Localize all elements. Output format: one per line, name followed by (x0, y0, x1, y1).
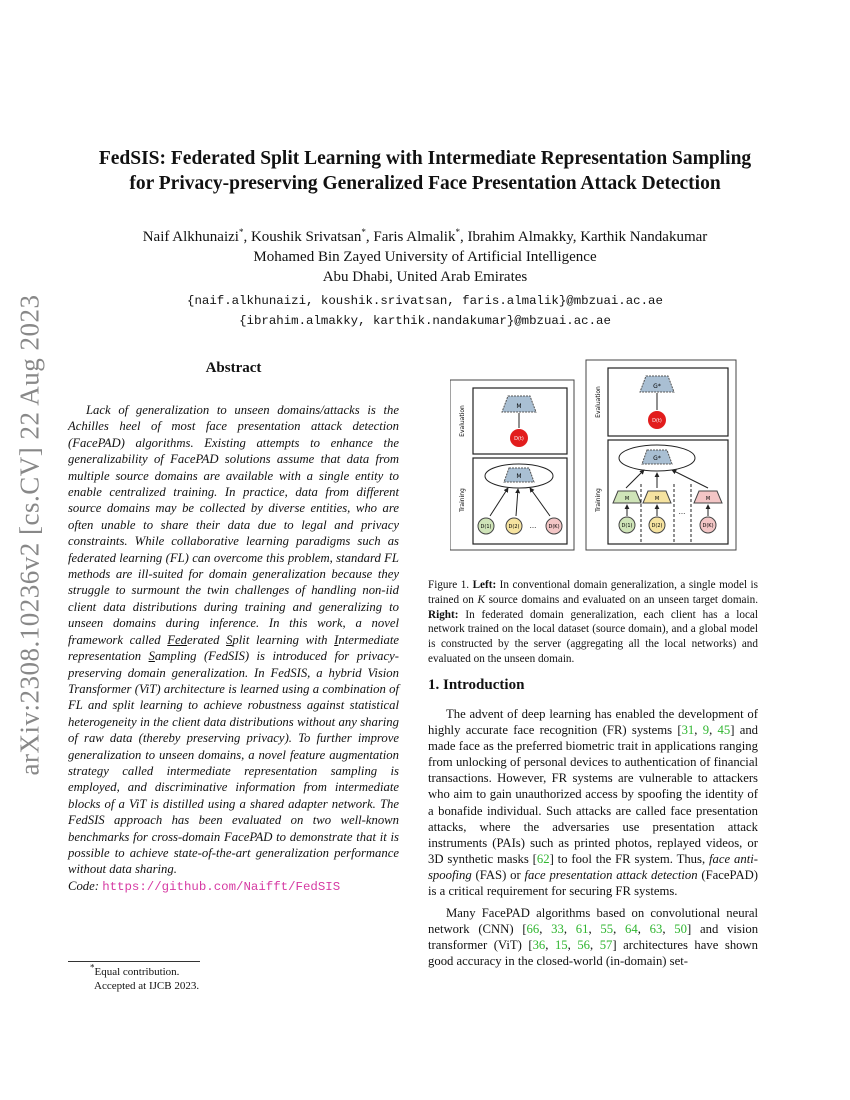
citation-link[interactable]: 63 (649, 922, 663, 937)
section-heading-introduction: 1. Introduction (428, 677, 525, 693)
footnote-rule (68, 961, 200, 962)
sep: , (567, 938, 578, 953)
citation-link[interactable]: 57 (599, 938, 613, 953)
intro-term: face anti-spoofing (428, 851, 758, 882)
footnote-2: Accepted at IJCB 2023. (94, 980, 200, 992)
author-2: Koushik Srivatsan (250, 229, 362, 245)
author-names (60, 227, 790, 247)
paper-title (60, 146, 790, 196)
author-block (60, 227, 790, 331)
m-label: M (516, 403, 522, 410)
arrow (530, 488, 550, 516)
right-eval-label: Evaluation (595, 386, 602, 418)
citation-link[interactable]: 66 (526, 922, 540, 937)
intro-paragraph-2 (428, 905, 758, 969)
title-line-2: for Privacy-preserving Generalized Face Presentation Attack Detection (129, 173, 721, 194)
code-link[interactable]: https://github.com/Naifft/FedSIS (102, 879, 341, 894)
author-3: Faris Almalik (373, 229, 456, 245)
caption-left: Left: (472, 579, 497, 591)
acronym-s2: S (148, 649, 155, 664)
m-label: M (516, 473, 522, 480)
d2-label: D(2) (651, 523, 663, 529)
d2-label: D(2) (508, 524, 520, 530)
caption-label: Figure 1. (428, 579, 470, 591)
dk-label: D(K) (702, 523, 714, 529)
intro-term: face presentation attack detection (524, 867, 698, 882)
sep: , (590, 938, 600, 953)
dots: ... (678, 508, 686, 516)
sep: , (694, 723, 703, 738)
citation-link[interactable]: 61 (575, 922, 589, 937)
equal-mark: * (90, 962, 95, 973)
figure-1-diagram (450, 358, 738, 552)
sep: , (545, 938, 555, 953)
author-4-5: Ibrahim Almakky, Karthik Nandakumar (467, 229, 708, 245)
location: Abu Dhabi, United Arab Emirates (322, 269, 528, 285)
figure-caption (428, 578, 758, 667)
d1-label: D(1) (621, 523, 633, 529)
sep: , (459, 229, 468, 245)
arrow (490, 488, 508, 516)
abstract-text (68, 402, 399, 878)
intro-part: ] architectures have shown good accuracy in the closed-world (in-domain) set- (428, 938, 759, 969)
intro-part: Many FacePAD algorithms based on convolutional neural network (CNN) [ (428, 906, 758, 937)
abstract-part: erated (187, 632, 227, 647)
citation-link[interactable]: 36 (532, 938, 546, 953)
caption-part: source domains and evaluated on an unseen target domain. (484, 593, 759, 606)
acronym-i: I (334, 632, 339, 647)
footnote-1: Equal contribution. (94, 966, 180, 978)
arrow (672, 470, 708, 488)
equal-mark: * (238, 227, 244, 237)
code-label: Code: (68, 878, 100, 893)
abstract-part: ntermediate representation (68, 632, 399, 664)
intro-part: ] to fool the FR system. Thus, (549, 851, 709, 866)
abstract-heading: Abstract (205, 360, 262, 376)
sep: , (637, 922, 650, 937)
sep: , (709, 723, 718, 738)
title-line-1: FedSIS: Federated Split Learning with Intermediate Representation Sampling (98, 148, 752, 169)
citation-link[interactable]: 50 (674, 922, 687, 937)
citation-link[interactable]: 45 (717, 723, 731, 738)
citation-link[interactable]: 33 (551, 922, 564, 937)
sep: , (588, 922, 601, 937)
equal-mark: * (455, 227, 460, 237)
dots: ... (529, 522, 537, 530)
acronym-s: S (226, 632, 233, 647)
mb2-label: M (654, 496, 660, 502)
dt-label: D(t) (652, 418, 662, 424)
arxiv-stamp (10, 290, 50, 780)
intro-part: ] and made face as the preferred biometric trait in applications ranging from unlocking of personal devices to authentication of financial transactions. However, FR systems are vulnerable to attackers who aim to gain unauthorized access by spoofing the identity of a bonafide individual. Such attacks are called face presentation attacks, where the adversaries use presentation attack instruments (PAIs) such as printed photos, replayed videos, or 3D synthetic masks [ (428, 723, 759, 866)
introduction-body (428, 706, 758, 976)
dk-label: D(K) (548, 524, 560, 530)
sep: , (539, 922, 552, 937)
caption-part: In federated domain generalization, each client has a local network trained on the local dataset (source domain), and a global model is constructed by the server (aggregating all the local networks) and evaluated on the unseen domain. (428, 608, 758, 665)
d1-label: D(1) (480, 524, 492, 530)
abstract-part: ampling (FedSIS) is introduced for privacy-preserving domain generalization. In FedSIS, a hybrid Vision Transformer (ViT) architecture is learned using a combination of FL and split learning to achieve robustness against statistical heterogeneity in the client data distributions without any sharing of raw data (thereby preserving privacy). To further improve generalization to unseen domains, a novel feature augmentation strategy called intermediate representation sampling is employed, and discriminative information from intermediate blocks of a ViT is distilled using a shared adapter network. The FedSIS approach has been evaluated on two well-known benchmarks for cross-domain FacePAD to demonstrate that it is possible to achieve state-of-the-art generalization performance without data sharing. (68, 649, 399, 877)
citation-link[interactable]: 9 (702, 723, 710, 738)
caption-k: K (477, 593, 485, 606)
author-1: Naif Alkhunaizi (142, 229, 239, 245)
code-line (68, 878, 399, 895)
sep: , (662, 922, 675, 937)
arrow (516, 489, 518, 516)
sep: , (563, 922, 576, 937)
equal-mark: * (361, 227, 366, 237)
abstract-body (68, 402, 399, 895)
intro-part: (FAS) or (471, 867, 525, 882)
sep: , (243, 229, 251, 245)
sep: , (365, 229, 374, 245)
footnote (90, 962, 200, 993)
caption-part: In conventional domain generalization, a single model is trained on (428, 579, 758, 606)
citation-link[interactable]: 31 (681, 723, 695, 738)
right-train-label: Training (595, 488, 602, 512)
affiliation: Mohamed Bin Zayed University of Artificial Intelligence (253, 249, 597, 265)
citation-link[interactable]: 62 (536, 851, 550, 866)
mb1-label: M (624, 496, 630, 502)
acronym-fed: Fed (167, 632, 188, 647)
intro-part: ] and vision transformer (ViT) [ (428, 922, 759, 953)
sep: , (613, 922, 626, 937)
mbk-label: M (705, 496, 711, 502)
email-line-2: {ibrahim.almakky, karthik.nandakumar}@mbzuai.ac.ae (239, 314, 611, 328)
intro-part: (FacePAD) is a critical requirement for securing FR systems. (428, 867, 758, 899)
left-eval-label: Evaluation (459, 405, 466, 437)
intro-paragraph-1 (428, 706, 758, 899)
abstract-part: Lack of generalization to unseen domains/attacks is the Achilles heel of most face presentation attack detection (FacePAD) algorithms. Existing attempts to enhance the generalizability of FacePAD solutions assume that data from multiple source domains are available with a single entity to enable centralized training. In practice, data from different source domains may be collected by diverse entities, who are often unable to share their data due to legal and privacy constraints. While collaborative learning paradigms such as federated learning (FL) can overcome this problem, standard FL methods are ill-suited for domain generalization because they struggle to surmount the twin challenges of handling non-iid client data distributions during training and generalizing to unseen domains during inference. In this work, a novel framework called (68, 403, 399, 647)
intro-part: The advent of deep learning has enabled the development of highly accurate face recognition (FR) systems [ (428, 707, 758, 738)
arxiv-id: arXiv:2308.10236v2 [cs.CV] 22 Aug 2023 (14, 294, 45, 776)
citation-link[interactable]: 64 (625, 922, 638, 937)
dt-label: D(t) (514, 436, 524, 442)
citation-link[interactable]: 56 (577, 938, 590, 953)
mstar-label: G* (653, 455, 661, 462)
citation-link[interactable]: 15 (554, 938, 568, 953)
abstract-part: plit learning with (232, 632, 335, 647)
mstar-label: G* (653, 383, 661, 390)
caption-right: Right: (428, 608, 459, 621)
email-line-1: {naif.alkhunaizi, koushik.srivatsan, faris.almalik}@mbzuai.ac.ae (187, 294, 663, 308)
citation-link[interactable]: 55 (600, 922, 614, 937)
left-train-label: Training (459, 488, 466, 512)
